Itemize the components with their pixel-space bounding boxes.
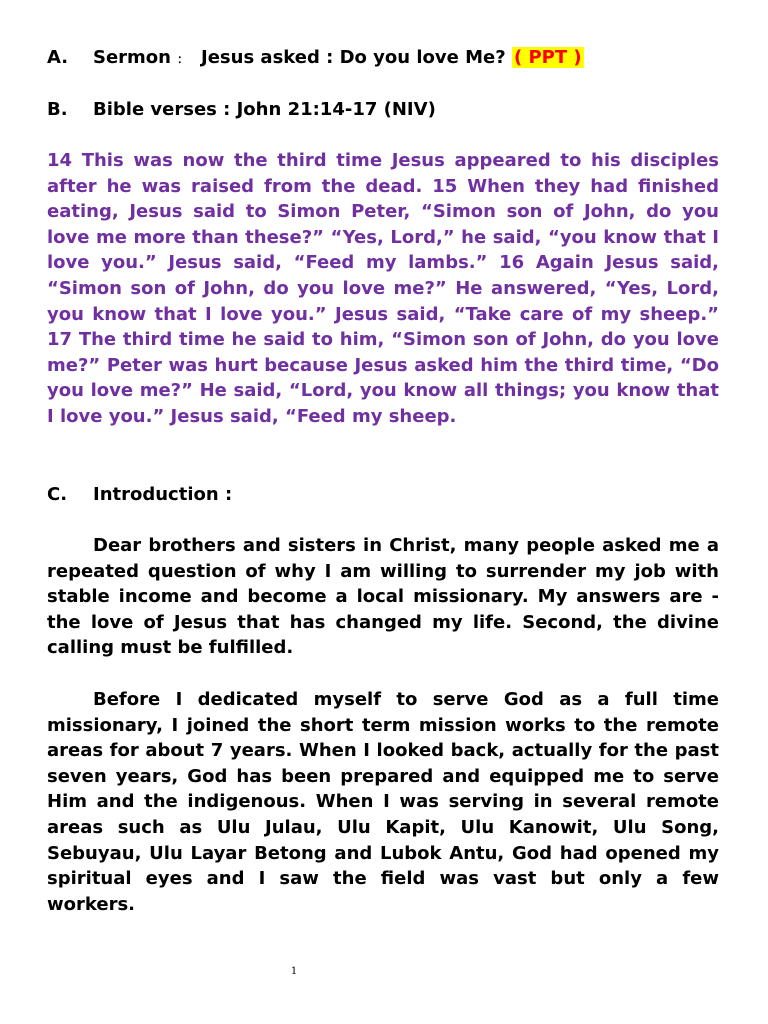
section-a-label: Sermon: [93, 47, 171, 68]
introduction-paragraph-1: Dear brothers and sisters in Christ, many people asked me a repeated question of why I am willing to surrender my job with stable income and become a local missionary. My answers are - the love of Jesus that has changed my life. Second, the divine calling must be fulfilled.: [47, 535, 719, 659]
bible-verse-text: 14 This was now the third time Jesus appeared to his disciples after he was raised from the dead. 15 When they had finished eating, Jesus said to Simon Peter, “Simon son of John, do you love me more than these?” “Yes, Lord,” he said, “you know that I love you.” Jesus said, “Feed my lambs.” 16 Again Jesus said, “Simon son of John, do you love me?” He answered, “Yes, Lord, you know that I love you.” Jesus said, “Take care of my sheep.” 17 The third time he said to him, “Simon son of John, do you love me?” Peter was hurt because Jesus asked him the third time, “Do you love me?” He said, “Lord, you know all things; you know that I love you.” Jesus said, “Feed my sheep.: [47, 150, 719, 427]
section-b-letter: B.: [47, 99, 68, 120]
section-a-heading: [47, 45, 584, 72]
section-c-heading: [47, 482, 232, 507]
section-a-text: Jesus asked : Do you love Me?: [201, 47, 506, 68]
introduction-paragraph-2: Before I dedicated myself to serve God as a full time missionary, I joined the short term mission works to the remote areas for about 7 years. When I looked back, actually for the past seven years, God has been prepared and equipped me to serve Him and the indigenous. When I was serving in several remote areas such as Ulu Julau, Ulu Kapit, Ulu Kanowit, Ulu Song, Sebuyau, Ulu Layar Betong and Lubok Antu, God had opened my spiritual eyes and I saw the field was vast but only a few workers.: [47, 689, 719, 915]
section-a-letter: A.: [47, 47, 69, 68]
page-number: 1: [290, 966, 298, 977]
section-c-letter: C.: [47, 484, 68, 505]
section-b-text: Bible verses : John 21:14-17 (NIV): [93, 99, 436, 120]
section-b-heading: [47, 97, 436, 122]
ppt-highlight-tag: ( PPT ): [513, 47, 582, 68]
section-a-separator: ：: [177, 52, 190, 66]
section-c-text: Introduction :: [93, 484, 233, 505]
